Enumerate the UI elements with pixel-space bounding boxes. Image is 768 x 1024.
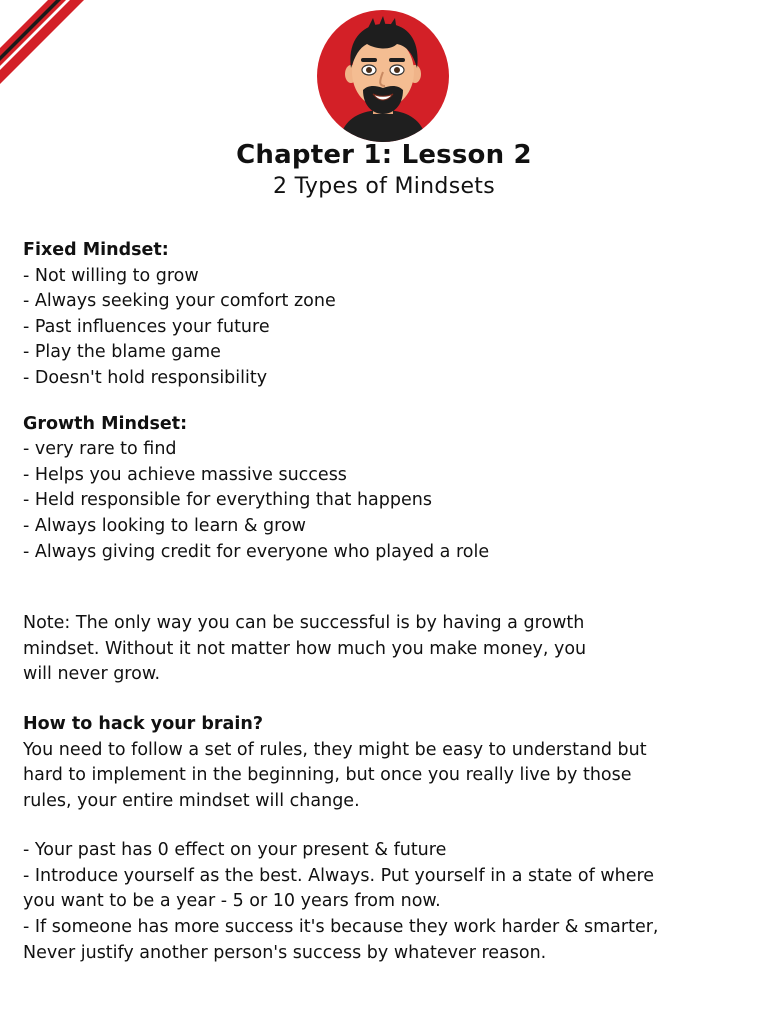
growth-mindset-heading: Growth Mindset: — [23, 413, 188, 434]
rule-line: you want to be a year - 5 or 10 years from now. — [23, 891, 441, 912]
list-item: - Not willing to grow — [23, 265, 199, 286]
list-item: - Doesn't hold responsibility — [23, 367, 268, 388]
page-header — [0, 138, 768, 202]
page-subtitle: 2 Types of Mindsets — [273, 174, 495, 199]
fixed-mindset-section — [23, 238, 748, 392]
list-item: - Helps you achieve massive success — [23, 464, 347, 485]
note-text-line: mindset. Without it not matter how much you make money, you — [23, 638, 587, 659]
note-paragraph — [23, 611, 748, 688]
note-text-line: will never grow. — [23, 664, 161, 685]
note-text-line: The only way you can be successful is by having a growth — [70, 613, 585, 634]
avatar — [317, 10, 449, 142]
note-label: Note: — [23, 613, 71, 634]
paragraph-line: You need to follow a set of rules, they might be easy to understand but — [23, 739, 647, 760]
list-item: - Always seeking your comfort zone — [23, 291, 336, 312]
rule-line: Never justify another person's success by whatever reason. — [23, 942, 547, 963]
hack-brain-section — [23, 712, 748, 966]
list-item: - Always looking to learn & grow — [23, 515, 306, 536]
lesson-content — [23, 238, 748, 966]
list-item: - Past influences your future — [23, 316, 270, 337]
rule-line: - Introduce yourself as the best. Always. Put yourself in a state of where — [23, 865, 655, 886]
list-item: - Always giving credit for everyone who played a role — [23, 541, 490, 562]
hack-brain-heading: How to hack your brain? — [23, 713, 263, 734]
paragraph-line: rules, your entire mindset will change. — [23, 790, 360, 811]
list-item: - Held responsible for everything that happens — [23, 490, 432, 511]
corner-ribbon-decoration — [0, 0, 90, 90]
list-item: - very rare to find — [23, 439, 177, 460]
paragraph-line: hard to implement in the beginning, but once you really live by those — [23, 765, 632, 786]
fixed-mindset-heading: Fixed Mindset: — [23, 240, 169, 260]
rule-line: - If someone has more success it's because they work harder & smarter, — [23, 917, 659, 938]
rule-line: - Your past has 0 effect on your present & future — [23, 840, 447, 861]
growth-mindset-section — [23, 412, 748, 566]
page-title: Chapter 1: Lesson 2 — [236, 140, 532, 170]
list-item: - Play the blame game — [23, 342, 221, 363]
